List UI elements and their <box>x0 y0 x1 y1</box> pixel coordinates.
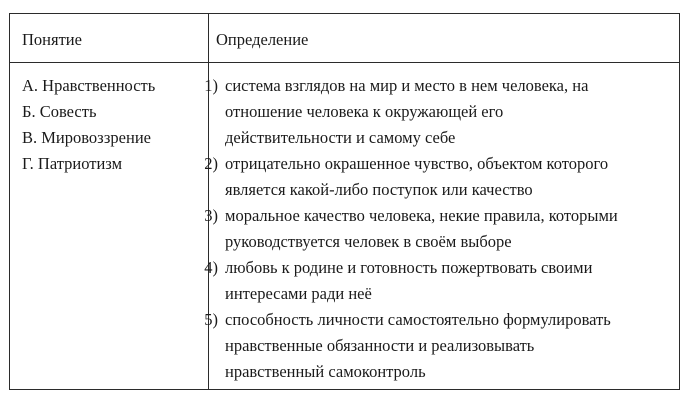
definition-line: моральное качество человека, некие правила, которыми <box>225 206 618 225</box>
definition-line: интересами ради неё <box>225 284 372 303</box>
definition-line: отношение человека к окружающей его <box>225 102 504 121</box>
definition-text <box>225 73 675 151</box>
definition-column-header: Определение <box>216 30 309 49</box>
concept-item: Б. Совесть <box>22 102 97 121</box>
definition-text <box>225 203 675 255</box>
concept-column-header: Понятие <box>22 30 82 49</box>
definition-text <box>225 255 675 307</box>
concept-item: В. Мировоззрение <box>22 128 151 147</box>
definition-text <box>225 307 675 385</box>
definition-line: нравственный самоконтроль <box>225 362 426 381</box>
definition-line: действительности и самому себе <box>225 128 456 147</box>
definition-item <box>180 73 675 151</box>
definition-number: 2) <box>204 154 218 173</box>
definition-line: отрицательно окрашенное чувство, объектом которого <box>225 154 609 173</box>
definition-number: 3) <box>204 206 218 225</box>
matching-table <box>9 13 680 390</box>
header-divider <box>10 62 679 63</box>
definition-line: нравственные обязанности и реализовывать <box>225 336 535 355</box>
definition-text <box>225 151 675 203</box>
definition-item <box>180 307 675 385</box>
definition-list <box>180 73 675 385</box>
concept-list <box>22 73 155 177</box>
concept-item: Г. Патриотизм <box>22 154 123 173</box>
definition-item <box>180 203 675 255</box>
definition-line: руководствуется человек в своём выборе <box>225 232 512 251</box>
definition-number: 1) <box>204 76 218 95</box>
definition-line: любовь к родине и готовность пожертвовать своими <box>225 258 593 277</box>
concept-item: А. Нравственность <box>22 76 156 95</box>
definition-line: способность личности самостоятельно формулировать <box>225 310 611 329</box>
definition-item <box>180 151 675 203</box>
definition-number: 4) <box>204 258 218 277</box>
definition-line: является какой-либо поступок или качество <box>225 180 533 199</box>
definition-item <box>180 255 675 307</box>
definition-number: 5) <box>204 310 218 329</box>
definition-line: система взглядов на мир и место в нем человека, на <box>225 76 589 95</box>
